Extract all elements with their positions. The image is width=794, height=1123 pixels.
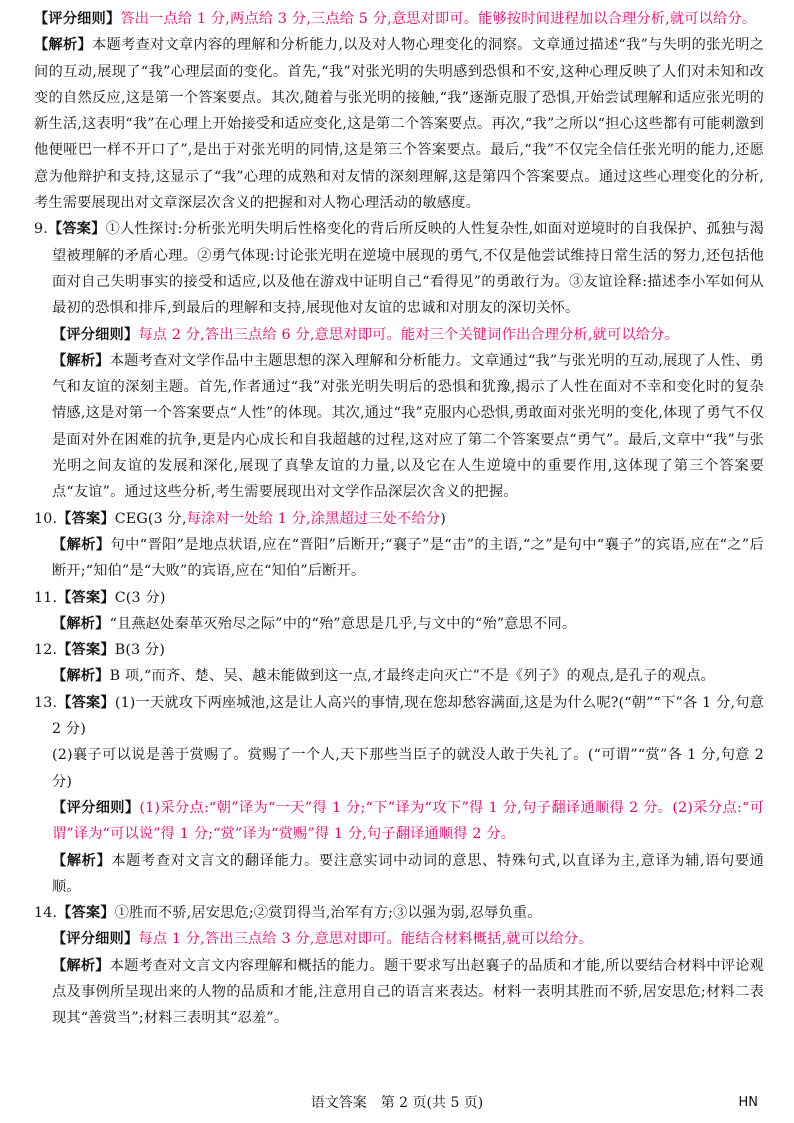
answer-label: 【答案】	[57, 589, 115, 606]
answer-text: C(3 分)	[114, 589, 166, 606]
analysis-label: 【解析】	[52, 852, 112, 869]
scoring-text: 每点 2 分,答出三点给 6 分,意思对即可。能对三个关键词作出合理分析,就可以给分。	[138, 326, 679, 343]
analysis-label: 【解析】	[52, 615, 110, 632]
page-footer	[0, 1093, 794, 1113]
scoring-text: 答出一点给 1 分,两点给 3 分,三点给 5 分,意思对即可。能够按时间进程加以合理分析,就可以给分。	[120, 11, 757, 27]
q9-analysis	[34, 348, 764, 506]
q10-analysis	[34, 532, 764, 585]
analysis-label: 【解析】	[52, 352, 110, 369]
question-number: 13.	[34, 694, 58, 711]
q9-scoring	[34, 322, 764, 348]
footer-region-code: HN	[738, 1095, 758, 1110]
scoring-text: (1)采分点:“朝”译为“一天”得 1 分;“下”译为“攻下”得 1 分,句子翻译通顺得 2 分。(2)采分点:“可谓”译为“可以说”得 1 分;“赏”译为“赏赐”得 1 分,句子翻译通顺得 2 分。	[52, 799, 765, 843]
q14-scoring	[34, 926, 764, 952]
q10-answer	[34, 506, 764, 532]
answer-label: 【答案】	[57, 642, 115, 659]
q12-answer	[34, 637, 764, 663]
analysis-label: 【解析】	[52, 957, 110, 974]
answer-label: 【答案】	[47, 221, 106, 238]
answer-scoring-note: 每涂对一处给 1 分,涂黑超过三处不给分	[186, 510, 441, 527]
answer-text: ①胜而不骄,居安思危;②赏罚得当,治军有方;③以强为弱,忍辱负重。	[114, 905, 542, 922]
question-number: 10.	[34, 510, 58, 527]
q9-answer	[34, 216, 764, 321]
answer-close: )	[440, 510, 446, 527]
q14-answer	[34, 900, 764, 926]
block1-scoring	[34, 6, 764, 32]
scoring-label: 【评分细则】	[52, 326, 139, 343]
answer-label: 【答案】	[57, 694, 115, 711]
block1-analysis	[34, 32, 764, 216]
question-number: 11.	[34, 589, 58, 606]
analysis-text: 句中“晋阳”是地点状语,应在“晋阳”后断开;“襄子”是“击”的主语,“之”是句中“襄子”的宾语,应在“之”后断开;“知伯”是“大败”的宾语,应在“知伯”后断开。	[52, 536, 764, 580]
answer-text: (2)襄子可以说是善于赏赐了。赏赐了一个人,天下那些当臣子的就没人敢于失礼了。(“可谓”“赏”各 1 分,句意 2 分)	[52, 747, 764, 790]
analysis-label: 【解析】	[52, 536, 111, 553]
question-number: 12.	[34, 642, 58, 659]
scoring-label: 【评分细则】	[52, 931, 139, 948]
analysis-text: 本题考查对文言文内容理解和概括的能力。题干要求写出赵襄子的品质和才能,所以要结合材料中评论观点及事例所呈现出来的人物的品质和才能,注意用自己的语言来表达。材料一表明其胜而不骄,居安思危;材料二表现其“善赏当”;材料三表明其“忍羞”。	[52, 957, 764, 1027]
answer-text: CEG(3 分,	[114, 510, 187, 527]
analysis-label: 【解析】	[34, 37, 92, 54]
q13-answer	[34, 690, 764, 743]
footer-page-info: 语文答案 第 2 页(共 5 页)	[310, 1095, 484, 1111]
answer-text: B(3 分)	[114, 642, 166, 659]
scoring-text: 每点 1 分,答出三点给 3 分,意思对即可。能结合材料概括,就可以给分。	[138, 931, 593, 948]
q13-answer-part2	[34, 742, 764, 795]
analysis-label: 【解析】	[52, 668, 110, 685]
analysis-text: 本题考查对文章内容的理解和分析能力,以及对人物心理变化的洞察。文章通过描述“我”与失明的张光明之间的互动,展现了“我”心理层面的变化。首先,“我”对张光明的失明感到恐惧和不安,这种心理反映了人们对未知和改变的自然反应,这是第一个答案要点。其次,随着与张光明的接触,“我”逐渐克服了恐惧,开始尝试理解和适应张光明的新生活,这表明“我”在心理上开始接受和适应变化,这是第二个答案要点。再次,“我”之所以“担心这些都有可能刺激到他便哑巴一样不开口了”,是出于对张光明的同情,这是第三个答案要点。最后,“我”不仅完全信任张光明的能力,还愿意为他辩护和支持,这显示了“我”心理的成熟和对友情的深刻理解,这是第四个答案要点。通过这些心理变化的分析,考生需要展现出对文章深层次含义的把握和对人物心理活动的敏感度。	[34, 37, 764, 212]
q14-analysis	[34, 953, 764, 1032]
answer-label: 【答案】	[57, 905, 115, 922]
scoring-label: 【评分细则】	[52, 799, 140, 816]
answer-text: (1)一天就攻下两座城池,这是让人高兴的事情,现在您却愁容满面,这是为什么呢?(“朝”“下”各 1 分,句意 2 分)	[52, 694, 764, 738]
analysis-text: 本题考查对文言文的翻译能力。要注意实词中动词的意思、特殊句式,以直译为主,意译为辅,语句要通顺。	[52, 852, 764, 895]
answer-label: 【答案】	[57, 510, 115, 527]
q12-analysis	[34, 663, 764, 689]
analysis-text: 本题考查对文学作品中主题思想的深入理解和分析能力。文章通过“我”与张光明的互动,展现了人性、勇气和友谊的深刻主题。首先,作者通过“我”对张光明失明后的恐惧和犹豫,揭示了人性在面对不幸和变化时的复杂情感,这是对第一个答案要点“人性”的体现。其次,通过“我”克服内心恐惧,勇敢面对张光明的变化,体现了勇气不仅是面对外在困难的抗争,更是内心成长和自我超越的过程,这对应了第二个答案要点“勇气”。最后,文章中“我”与张光明之间友谊的发展和深化,展现了真挚友谊的力量,以及它在人生逆境中的重要作用,这体现了第三个答案要点“友谊”。通过这些分析,考生需要展现出对文学作品深层次含义的把握。	[52, 352, 764, 501]
question-number: 9.	[34, 221, 48, 238]
analysis-text: B 项,“而齐、楚、吴、越未能做到这一点,才最终走向灭亡”不是《列子》的观点,是孔子的观点。	[109, 668, 716, 685]
scoring-label: 【评分细则】	[34, 11, 121, 27]
q11-analysis	[34, 611, 764, 637]
answer-text: ①人性探讨:分析张光明失明后性格变化的背后所反映的人性复杂性,如面对逆境时的自我保护、孤独与渴望被理解的矛盾心理。②勇气体现:讨论张光明在逆境中展现的勇气,不仅是他尝试维持日常生活的努力,还包括他面对自己失明事实的接受和适应,以及他在游戏中证明自己“看得见”的勇敢行为。③友谊诠释:描述李小军如何从最初的恐惧和排斥,到最后的理解和支持,展现他对友谊的忠诚和对朋友的深切关怀。	[52, 221, 764, 317]
q13-scoring	[34, 795, 764, 848]
question-number: 14.	[34, 905, 58, 922]
q13-analysis	[34, 848, 764, 901]
q11-answer	[34, 585, 764, 611]
analysis-text: “且燕赵处秦革灭殆尽之际”中的“殆”意思是几乎,与文中的“殆”意思不同。	[109, 615, 577, 632]
